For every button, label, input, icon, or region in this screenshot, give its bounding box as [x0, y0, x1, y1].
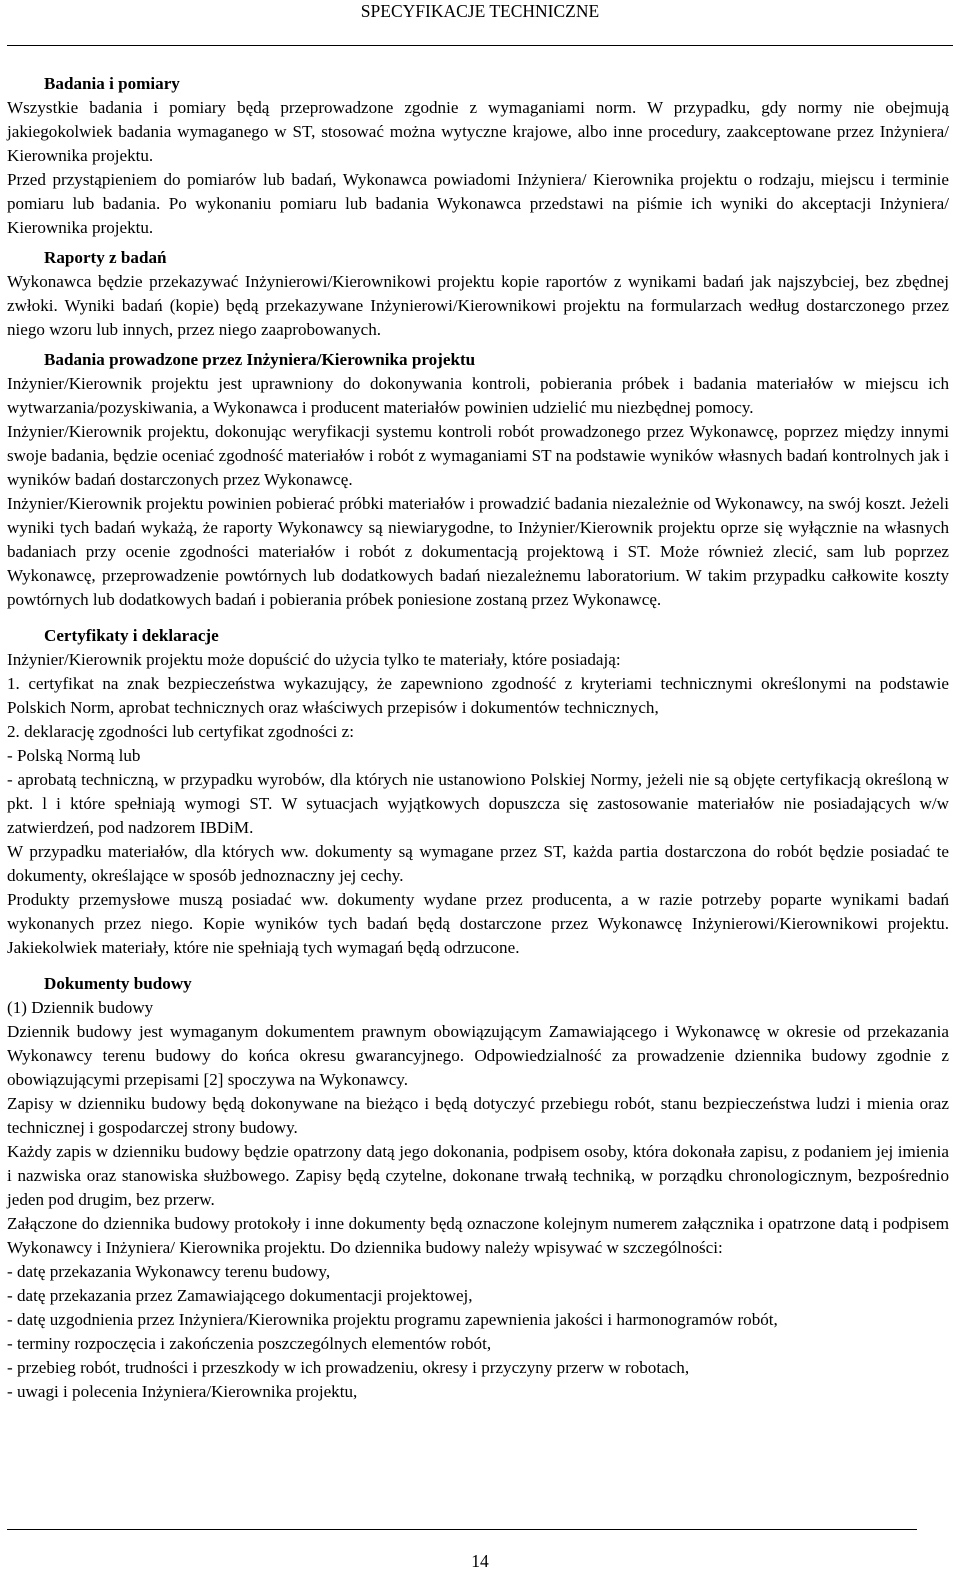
paragraph: Inżynier/Kierownik projektu może dopuścić do użycia tylko te materiały, które posiadają:: [7, 650, 621, 669]
list-item: - datę przekazania Wykonawcy terenu budowy,: [7, 1262, 331, 1281]
paragraph: Wszystkie badania i pomiary będą przeprowadzone zgodnie z wymaganiami norm. W przypadku, gdy normy nie obejmują jakiegokolwiek badania wymaganego w ST, stosować można wytyczne krajowe, albo inne procedury, zaakceptowane przez Inżyniera/ Kierownika projektu.: [7, 98, 949, 165]
section-heading: Certyfikaty i deklaracje: [44, 626, 219, 645]
paragraph: Przed przystąpieniem do pomiarów lub badań, Wykonawca powiadomi Inżyniera/ Kierownika projektu o rodzaju, miejscu i terminie pomiaru lub badania. Po wykonaniu pomiaru lub badania Wykonawca przedstawi na piśmie ich wyniki do akceptacji Inżyniera/ Kierownika projektu.: [7, 170, 949, 237]
paragraph: Produkty przemysłowe muszą posiadać ww. dokumenty wydane przez producenta, a w razie potrzeby poparte wynikami badań wykonanych przez niego. Kopie wyników tych badań będą dostarczone przez Wykonawcę Inżynierowi/Kierownikowi projektu. Jakiekolwiek materiały, które nie spełniają tych wymagań będą odrzucone.: [7, 890, 949, 957]
page-header: [0, 0, 960, 30]
paragraph: Inżynier/Kierownik projektu powinien pobierać próbki materiałów i prowadzić badania niezależnie od Wykonawcy, na swój koszt. Jeżeli wyniki tych badań wykażą, że raporty Wykonawcy są niewiarygodne, to Inżynier/Kierownik projektu oprze się wyłącznie na własnych badaniach przy ocenie zgodności materiałów i robót z dokumentacją projektową i ST. Może również zlecić, sam lub poprzez Wykonawcę, przeprowadzenie powtórnych lub dodatkowych badań niezależnemu laboratorium. W takim przypadku całkowite koszty powtórnych lub dodatkowych badań i pobierania próbek poniesione zostaną przez Wykonawcę.: [7, 494, 949, 609]
section-heading: Raporty z badań: [44, 248, 167, 267]
paragraph: Załączone do dziennika budowy protokoły i inne dokumenty będą oznaczone kolejnym numerem załącznika i opatrzone datą i podpisem Wykonawcy i Inżyniera/ Kierownika projektu. Do dziennika budowy należy wpisywać w szczególności:: [7, 1214, 949, 1257]
section-badania-inzyniera: [7, 348, 949, 612]
footer-divider: [7, 1529, 917, 1530]
paragraph: W przypadku materiałów, dla których ww. dokumenty są wymagane przez ST, każda partia dostarczona do robót będzie posiadać te dokumenty, określające w sposób jednoznaczny jej cechy.: [7, 842, 949, 885]
paragraph: Każdy zapis w dzienniku budowy będzie opatrzony datą jego dokonania, podpisem osoby, która dokonała zapisu, z podaniem jej imienia i nazwiska oraz stanowiska służbowego. Zapisy będą czytelne, dokonane trwałą techniką, w porządku chronologicznym, bezpośrednio jeden pod drugim, bez przerw.: [7, 1142, 949, 1209]
list-item: - terminy rozpoczęcia i zakończenia poszczególnych elementów robót,: [7, 1334, 492, 1353]
header-divider: [7, 45, 953, 46]
paragraph: - aprobatą techniczną, w przypadku wyrobów, dla których nie ustanowiono Polskiej Normy, jeżeli nie są objęte certyfikacją określoną w pkt. l i które spełniają wymogi ST. W sytuacjach wyjątkowych dopuszcza się zastosowanie materiałów nie posiadających w/w zatwierdzeń, pod nadzorem IBDiM.: [7, 770, 949, 837]
section-heading: Dokumenty budowy: [44, 974, 192, 993]
paragraph: Inżynier/Kierownik projektu jest uprawniony do dokonywania kontroli, pobierania próbek i badania materiałów w miejscu ich wytwarzania/pozyskiwania, a Wykonawca i producent materiałów powinien udzielić mu niezbędnej pomocy.: [7, 374, 949, 417]
list-item: - przebieg robót, trudności i przeszkody w ich prowadzeniu, okresy i przyczyny przerw w robotach,: [7, 1358, 690, 1377]
section-heading: Badania prowadzone przez Inżyniera/Kierownika projektu: [44, 350, 476, 369]
header-title: SPECYFIKACJE TECHNICZNE: [360, 1, 600, 21]
page-number: 14: [471, 1551, 489, 1571]
paragraph: Zapisy w dzienniku budowy będą dokonywane na bieżąco i będą dotyczyć przebiegu robót, stanu bezpieczeństwa ludzi i mienia oraz technicznej i gospodarczej strony budowy.: [7, 1094, 949, 1137]
section-badania: [7, 72, 949, 240]
paragraph: 2. deklarację zgodności lub certyfikat zgodności z:: [7, 722, 354, 741]
section-dokumenty: [7, 972, 949, 1404]
paragraph: - Polską Normą lub: [7, 746, 141, 765]
paragraph: 1. certyfikat na znak bezpieczeństwa wykazujący, że zapewniono zgodność z kryteriami technicznymi określonymi na podstawie Polskich Norm, aprobat technicznych oraz właściwych przepisów i dokumentów technicznych,: [7, 674, 949, 717]
section-certyfikaty: [7, 624, 949, 960]
list-item: - datę uzgodnienia przez Inżyniera/Kierownika projektu programu zapewnienia jakości i harmonogramów robót,: [7, 1310, 778, 1329]
list-item: - uwagi i polecenia Inżyniera/Kierownika projektu,: [7, 1382, 358, 1401]
paragraph: (1) Dziennik budowy: [7, 998, 154, 1017]
list-item: - datę przekazania przez Zamawiającego dokumentacji projektowej,: [7, 1286, 473, 1305]
paragraph: Wykonawca będzie przekazywać Inżynierowi/Kierownikowi projektu kopie raportów z wynikami badań jak najszybciej, bez zbędnej zwłoki. Wyniki badań (kopie) będą przekazywane Inżynierowi/Kierownikowi projektu na formularzach według dostarczonego przez niego wzoru lub innych, przez niego zaaprobowanych.: [7, 272, 949, 339]
section-raporty: [7, 246, 949, 342]
document-body: [7, 72, 949, 1404]
paragraph: Inżynier/Kierownik projektu, dokonując weryfikacji systemu kontroli robót prowadzonego przez Wykonawcę, poprzez między innymi swoje badania, będzie oceniać zgodność materiałów i robót z wymaganiami ST na podstawie wyników własnych badań kontrolnych jak i wyników badań dostarczonych przez Wykonawcę.: [7, 422, 949, 489]
section-heading: Badania i pomiary: [44, 74, 180, 93]
paragraph: Dziennik budowy jest wymaganym dokumentem prawnym obowiązującym Zamawiającego i Wykonawcę w okresie od przekazania Wykonawcy terenu budowy do końca okresu gwarancyjnego. Odpowiedzialność za prowadzenie dziennika budowy zgodnie z obowiązującymi przepisami [2] spoczywa na Wykonawcy.: [7, 1022, 949, 1089]
